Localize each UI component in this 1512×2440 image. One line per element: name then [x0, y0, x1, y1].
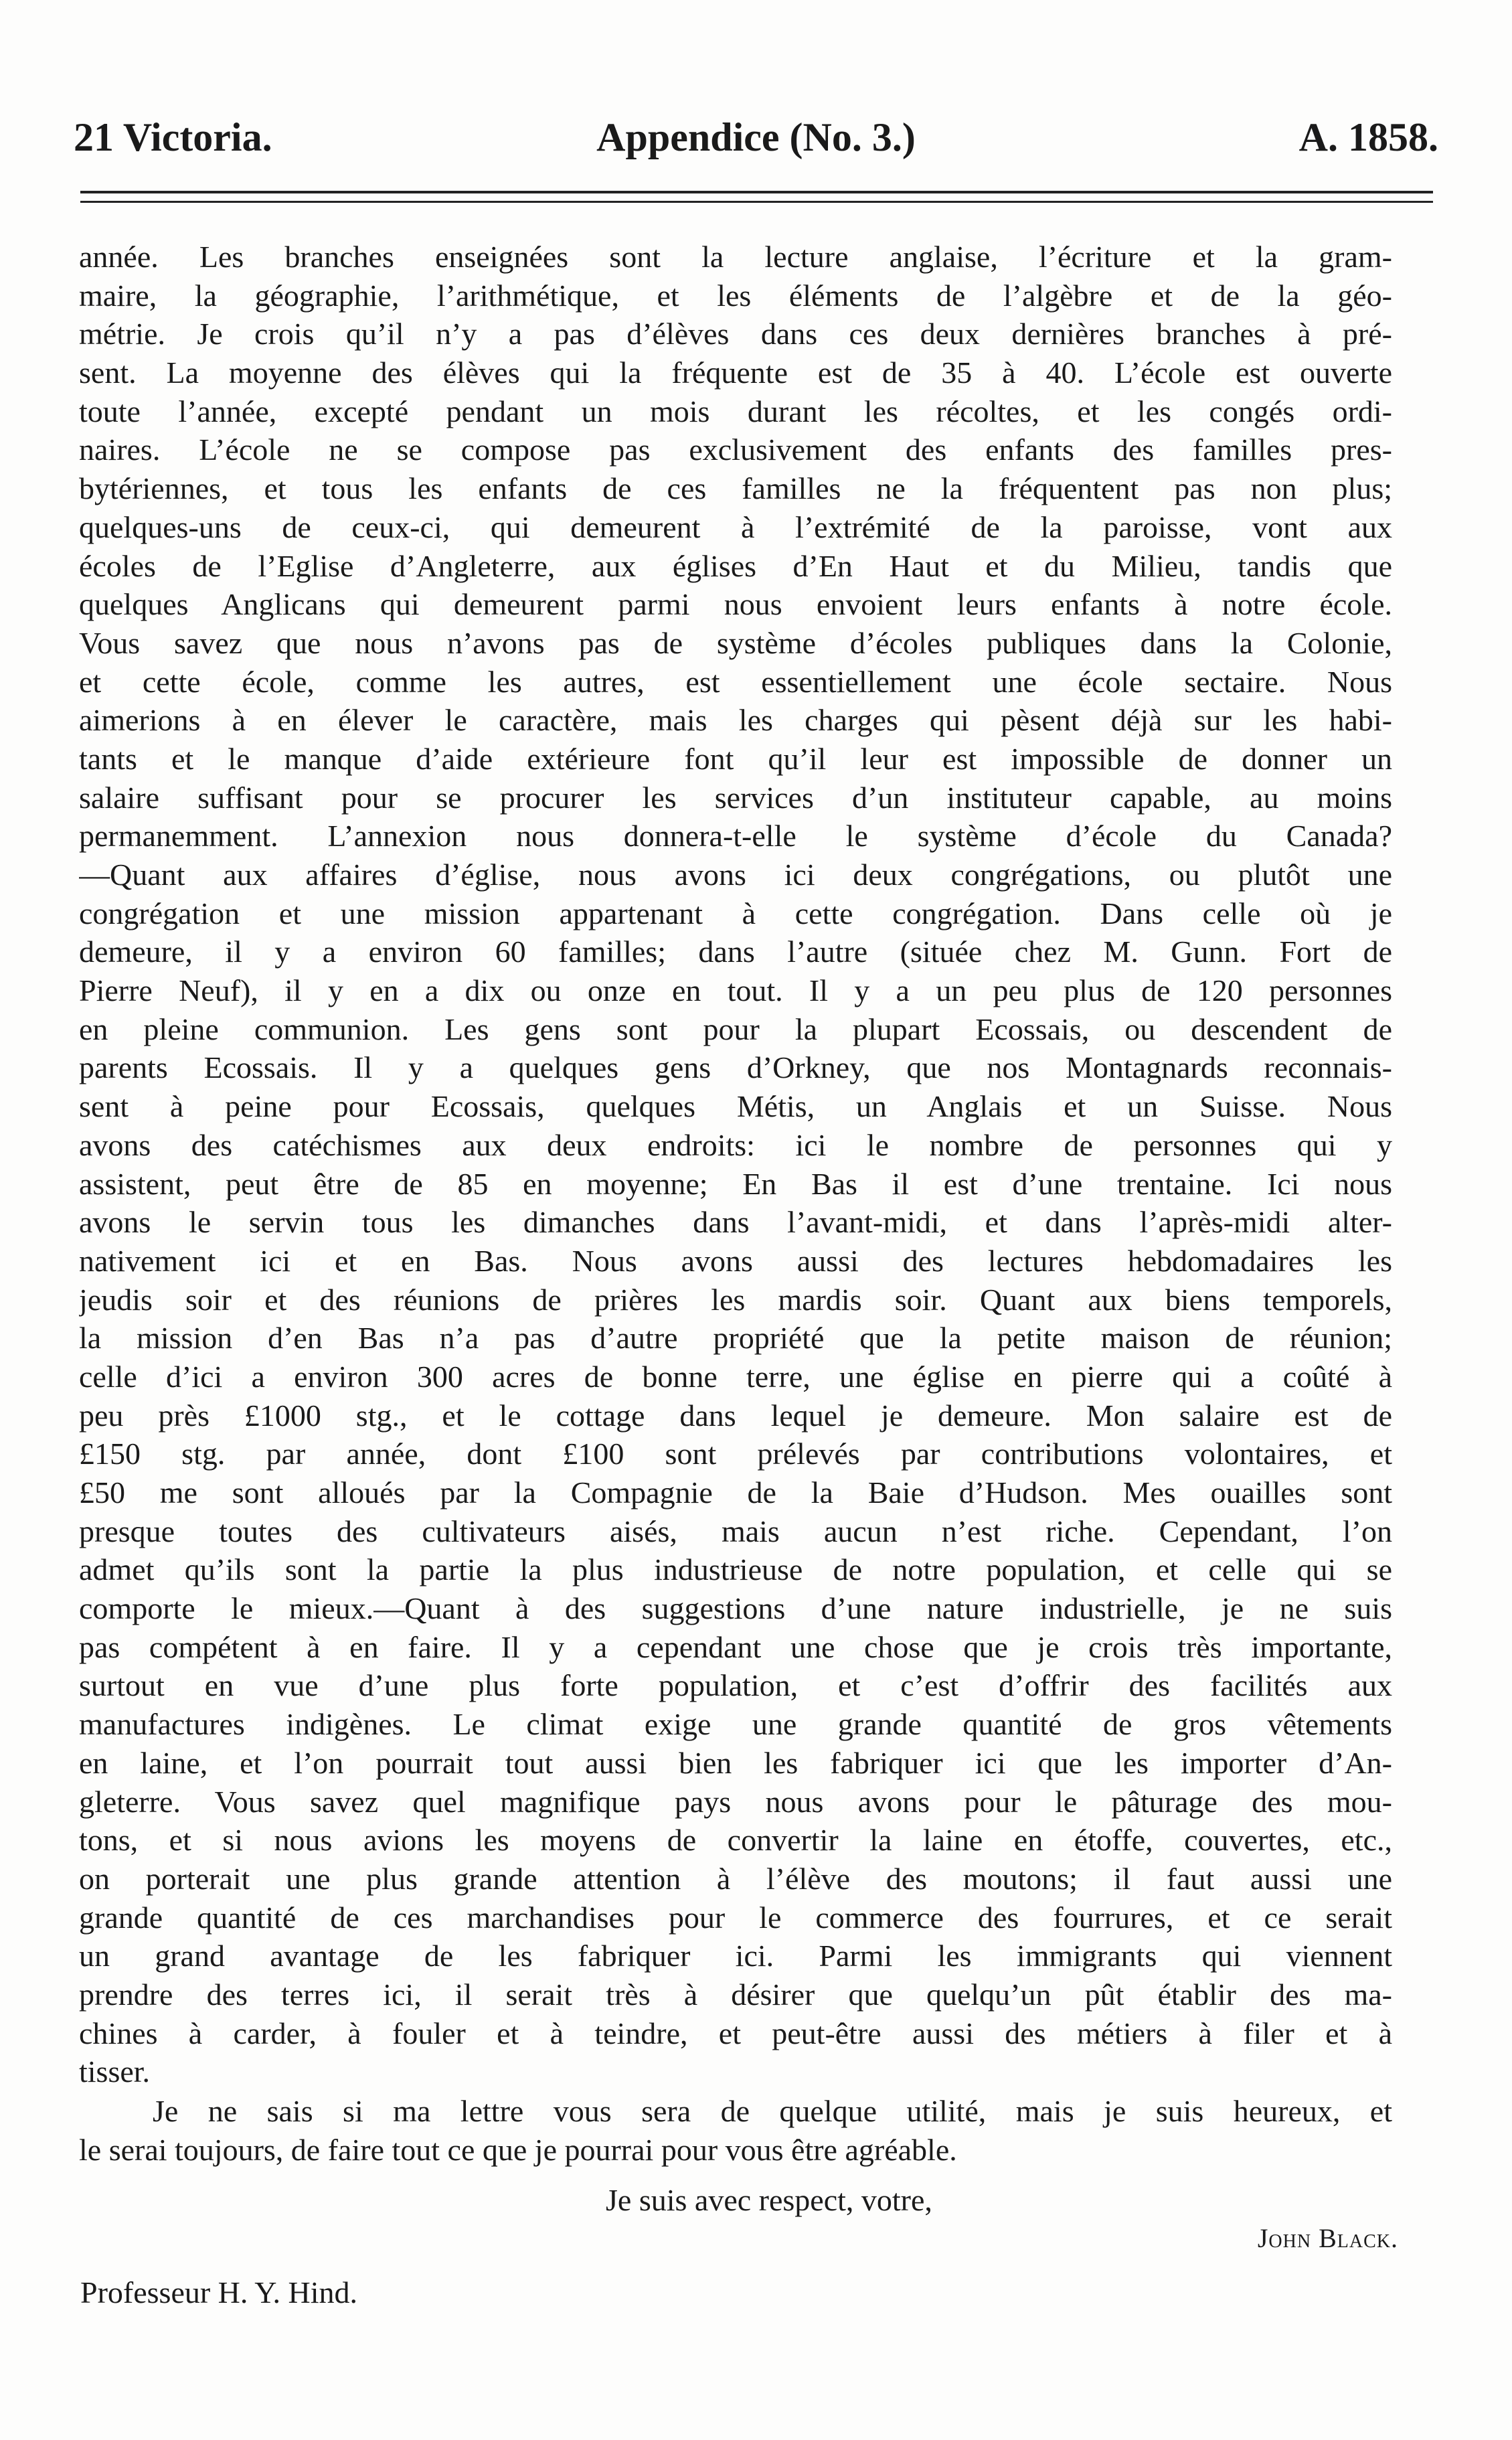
body-line: parents Ecossais. Il y a quelques gens d’Orkney, que nos Montagnards reconnais- [79, 1050, 1392, 1085]
body-line: écoles de l’Eglise d’Angleterre, aux églises d’En Haut et du Milieu, tandis que [79, 548, 1392, 583]
body-line: admet qu’ils sont la partie la plus industrieuse de notre population, et celle qui se [79, 1552, 1392, 1587]
body-line: prendre des terres ici, il serait très à désirer que quelqu’un pût établir des ma- [79, 1977, 1392, 2012]
body-line: £50 me sont alloués par la Compagnie de la Baie d’Hudson. Mes ouailles sont [79, 1475, 1392, 1510]
header-appendix: Appendice (No. 3.) [596, 115, 916, 159]
body-line: en laine, et l’on pourrait tout aussi bien les fabriquer ici que les importer d’An- [79, 1745, 1392, 1780]
body-line: comporte le mieux.—Quant à des suggestions d’une nature industrielle, je ne suis [79, 1591, 1392, 1626]
body-line: congrégation et une mission appartenant à cette congrégation. Dans celle où je [79, 896, 1392, 930]
body-line: surtout en vue d’une plus forte population, et c’est d’offrir des facilités aux [79, 1668, 1392, 1703]
body-line: sent à peine pour Ecossais, quelques Métis, un Anglais et un Suisse. Nous [79, 1089, 1392, 1124]
body-line: bytériennes, et tous les enfants de ces familles ne la fréquentent pas non plus; [79, 471, 1392, 506]
header-rule-bottom [80, 201, 1433, 203]
body-line: celle d’ici a environ 300 acres de bonne terre, une église en pierre qui a coûté à [79, 1359, 1392, 1394]
body-line: permanemment. L’annexion nous donnera-t-elle le système d’école du Canada? [79, 819, 1392, 853]
body-line: manufactures indigènes. Le climat exige une grande quantité de gros vêtements [79, 1707, 1392, 1742]
body-line: peu près £1000 stg., et le cottage dans lequel je demeure. Mon salaire est de [79, 1398, 1392, 1433]
sign-off: Je suis avec respect, votre, [606, 2183, 932, 2217]
body-line: Pierre Neuf), il y en a dix ou onze en tout. Il y a un peu plus de 120 personnes [79, 973, 1392, 1008]
body-line: demeure, il y a environ 60 familles; dans l’autre (située chez M. Gunn. Fort de [79, 934, 1392, 969]
body-line: la mission d’en Bas n’a pas d’autre propriété que la petite maison de réunion; [79, 1321, 1392, 1356]
body-line: sent. La moyenne des élèves qui la fréquente est de 35 à 40. L’école est ouverte [79, 355, 1392, 390]
body-line: £150 stg. par année, dont £100 sont prélevés par contributions volontaires, et [79, 1437, 1392, 1471]
body-line: Vous savez que nous n’avons pas de système d’écoles publiques dans la Colonie, [79, 625, 1392, 660]
body-line: quelques-uns de ceux-ci, qui demeurent à l’extrémité de la paroisse, vont aux [79, 509, 1392, 544]
letter-body [79, 238, 1392, 2091]
body-line: salaire suffisant pour se procurer les services d’un instituteur capable, au moins [79, 780, 1392, 815]
body-line: aimerions à en élever le caractère, mais les charges qui pèsent déjà sur les habi- [79, 703, 1392, 738]
body-line: quelques Anglicans qui demeurent parmi nous envoient leurs enfants à notre école. [79, 587, 1392, 622]
body-line: année. Les branches enseignées sont la lecture anglaise, l’écriture et la gram- [79, 240, 1392, 274]
body-line: un grand avantage de les fabriquer ici. Parmi les immigrants qui viennent [79, 1939, 1392, 1973]
header-session: 21 Victoria. [74, 115, 272, 159]
body-line: on porterait une plus grande attention à l’élève des moutons; il faut aussi une [79, 1861, 1392, 1896]
body-line: maire, la géographie, l’arithmétique, et les éléments de l’algèbre et de la géo- [79, 278, 1392, 313]
letter-closing [79, 2092, 1392, 2170]
addressee: Professeur H. Y. Hind. [80, 2275, 357, 2309]
body-line: grande quantité de ces marchandises pour le commerce des fourrures, et ce serait [79, 1900, 1392, 1935]
body-line: presque toutes des cultivateurs aisés, mais aucun n’est riche. Cependant, l’on [79, 1514, 1392, 1548]
body-line: avons des catéchismes aux deux endroits: ici le nombre de personnes qui y [79, 1127, 1392, 1162]
body-line: assistent, peut être de 85 en moyenne; En Bas il est d’une trentaine. Ici nous [79, 1166, 1392, 1201]
body-line: nativement ici et en Bas. Nous avons aussi des lectures hebdomadaires les [79, 1243, 1392, 1278]
closing-line: Je ne sais si ma lettre vous sera de quelque utilité, mais je suis heureux, et [153, 2094, 1392, 2128]
body-line: avons le servin tous les dimanches dans l’avant-midi, et dans l’après-midi alter- [79, 1205, 1392, 1240]
signature: John Black. [1257, 2223, 1398, 2253]
body-line: —Quant aux affaires d’église, nous avons ici deux congrégations, ou plutôt une [79, 858, 1392, 892]
body-line: pas compétent à en faire. Il y a cependant une chose que je crois très importante, [79, 1629, 1392, 1664]
running-header [74, 110, 1438, 164]
body-line: tons, et si nous avions les moyens de convertir la laine en étoffe, couvertes, etc., [79, 1823, 1392, 1858]
body-line: tants et le manque d’aide extérieure font qu’il leur est impossible de donner un [79, 741, 1392, 776]
body-line: naires. L’école ne se compose pas exclusivement des enfants des familles pres- [79, 432, 1392, 467]
body-line: toute l’année, excepté pendant un mois durant les récoltes, et les congés ordi- [79, 394, 1392, 428]
body-line: tisser. [79, 2054, 151, 2089]
body-line: et cette école, comme les autres, est essentiellement une école sectaire. Nous [79, 664, 1392, 699]
body-line: gleterre. Vous savez quel magnifique pays nous avons pour le pâturage des mou- [79, 1784, 1392, 1819]
body-line: métrie. Je crois qu’il n’y a pas d’élèves dans ces deux dernières branches à pré- [79, 317, 1392, 351]
closing-line: le serai toujours, de faire tout ce que je pourrai pour vous être agréable. [79, 2133, 957, 2167]
body-line: en pleine communion. Les gens sont pour la plupart Ecossais, ou descendent de [79, 1011, 1392, 1046]
header-rule-top [80, 191, 1433, 193]
body-line: jeudis soir et des réunions de prières les mardis soir. Quant aux biens temporels, [79, 1282, 1392, 1317]
header-year: A. 1858. [1298, 115, 1438, 159]
body-line: chines à carder, à fouler et à teindre, et peut-être aussi des métiers à filer et à [79, 2016, 1392, 2050]
